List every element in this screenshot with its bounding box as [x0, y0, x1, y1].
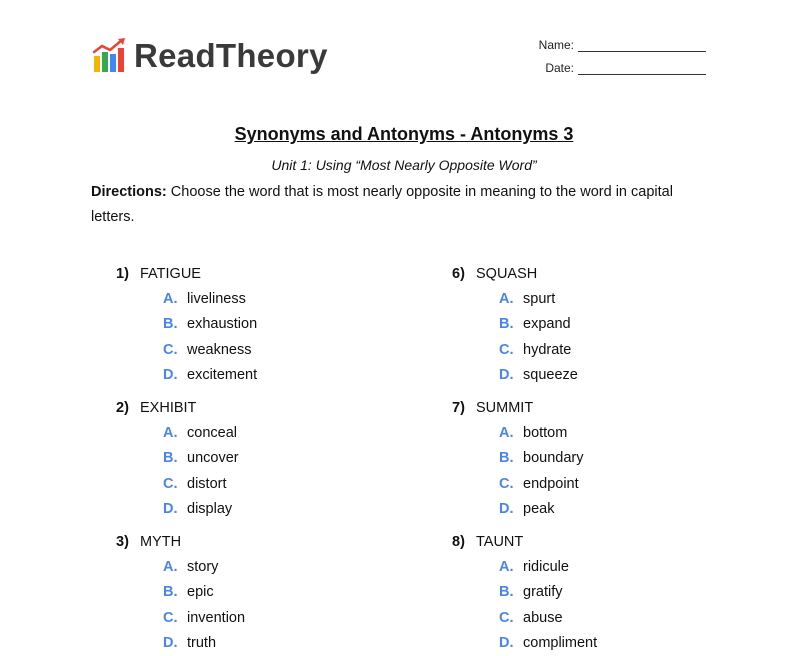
option-text: gratify [523, 584, 563, 600]
option-text: endpoint [523, 476, 579, 492]
answer-option[interactable] [163, 497, 376, 523]
answer-option[interactable] [499, 446, 712, 472]
question-header [452, 261, 712, 286]
option-text: uncover [187, 450, 239, 466]
option-text: invention [187, 610, 245, 626]
answer-option[interactable] [163, 580, 376, 606]
answer-option[interactable] [499, 363, 712, 389]
answer-option[interactable] [163, 446, 376, 472]
worksheet-title: Synonyms and Antonyms - Antonyms 3 [0, 124, 808, 145]
answer-option[interactable] [499, 312, 712, 338]
question [116, 395, 376, 529]
question-number: 1) [116, 266, 140, 282]
name-line[interactable] [578, 39, 706, 52]
option-letter: D. [163, 367, 187, 383]
option-text: boundary [523, 450, 583, 466]
question-header [116, 261, 376, 286]
option-letter: B. [499, 450, 523, 466]
option-text: exhaustion [187, 316, 257, 332]
option-text: hydrate [523, 342, 571, 358]
option-letter: D. [499, 501, 523, 517]
option-text: truth [187, 635, 216, 651]
answer-option[interactable] [163, 471, 376, 497]
option-text: bottom [523, 425, 567, 441]
directions-label: Directions: [91, 184, 167, 200]
option-text: story [187, 559, 218, 575]
question [452, 261, 712, 395]
option-text: squeeze [523, 367, 578, 383]
bar-chart-logo-icon [92, 38, 128, 74]
option-text: compliment [523, 635, 597, 651]
answer-option[interactable] [163, 363, 376, 389]
name-label: Name: [539, 38, 574, 52]
option-text: conceal [187, 425, 237, 441]
option-letter: B. [163, 584, 187, 600]
question-number: 7) [452, 400, 476, 416]
option-letter: A. [499, 291, 523, 307]
answer-option[interactable] [499, 286, 712, 312]
option-letter: C. [499, 610, 523, 626]
questions-right-column [452, 261, 712, 656]
question-number: 8) [452, 534, 476, 550]
option-text: spurt [523, 291, 555, 307]
question [452, 395, 712, 529]
answer-option[interactable] [163, 631, 376, 656]
question-header [452, 529, 712, 554]
answer-option[interactable] [499, 497, 712, 523]
option-text: ridicule [523, 559, 569, 575]
option-text: distort [187, 476, 227, 492]
answer-option[interactable] [499, 471, 712, 497]
answer-option[interactable] [499, 580, 712, 606]
option-letter: B. [163, 450, 187, 466]
option-letter: C. [163, 342, 187, 358]
question-header [116, 529, 376, 554]
option-text: peak [523, 501, 554, 517]
answer-option[interactable] [499, 554, 712, 580]
question [116, 529, 376, 656]
option-text: liveliness [187, 291, 246, 307]
question-word: TAUNT [476, 534, 523, 550]
question-number: 2) [116, 400, 140, 416]
option-letter: D. [163, 501, 187, 517]
question-word: EXHIBIT [140, 400, 196, 416]
answer-option[interactable] [499, 420, 712, 446]
worksheet-subtitle: Unit 1: Using “Most Nearly Opposite Word” [0, 157, 808, 173]
option-text: weakness [187, 342, 251, 358]
option-text: display [187, 501, 232, 517]
option-letter: A. [163, 559, 187, 575]
option-letter: D. [499, 635, 523, 651]
option-letter: C. [499, 342, 523, 358]
date-line[interactable] [578, 62, 706, 75]
question-word: SUMMIT [476, 400, 533, 416]
option-letter: C. [499, 476, 523, 492]
readtheory-logo [92, 36, 328, 76]
question-header [452, 395, 712, 420]
answer-option[interactable] [499, 605, 712, 631]
question-header [116, 395, 376, 420]
answer-option[interactable] [499, 631, 712, 656]
option-letter: A. [163, 291, 187, 307]
directions-text: Choose the word that is most nearly opposite in meaning to the word in capital letters. [91, 184, 673, 225]
option-letter: C. [163, 610, 187, 626]
answer-option[interactable] [163, 420, 376, 446]
answer-option[interactable] [163, 337, 376, 363]
option-letter: A. [499, 425, 523, 441]
answer-option[interactable] [163, 605, 376, 631]
option-text: epic [187, 584, 214, 600]
brand-name: ReadTheory [134, 37, 328, 75]
option-text: excitement [187, 367, 257, 383]
question-number: 6) [452, 266, 476, 282]
question-word: FATIGUE [140, 266, 201, 282]
option-letter: C. [163, 476, 187, 492]
question [116, 261, 376, 395]
name-field[interactable] [539, 38, 706, 52]
option-letter: B. [163, 316, 187, 332]
option-letter: B. [499, 584, 523, 600]
option-text: abuse [523, 610, 563, 626]
option-letter: B. [499, 316, 523, 332]
option-letter: D. [499, 367, 523, 383]
directions [91, 180, 701, 230]
answer-option[interactable] [499, 337, 712, 363]
question [452, 529, 712, 656]
option-letter: A. [163, 425, 187, 441]
option-letter: D. [163, 635, 187, 651]
date-label: Date: [545, 61, 574, 75]
answer-option[interactable] [163, 286, 376, 312]
date-field[interactable] [545, 61, 706, 75]
question-word: SQUASH [476, 266, 537, 282]
option-letter: A. [499, 559, 523, 575]
question-word: MYTH [140, 534, 181, 550]
question-number: 3) [116, 534, 140, 550]
option-text: expand [523, 316, 571, 332]
answer-option[interactable] [163, 312, 376, 338]
questions-left-column [116, 261, 376, 656]
answer-option[interactable] [163, 554, 376, 580]
